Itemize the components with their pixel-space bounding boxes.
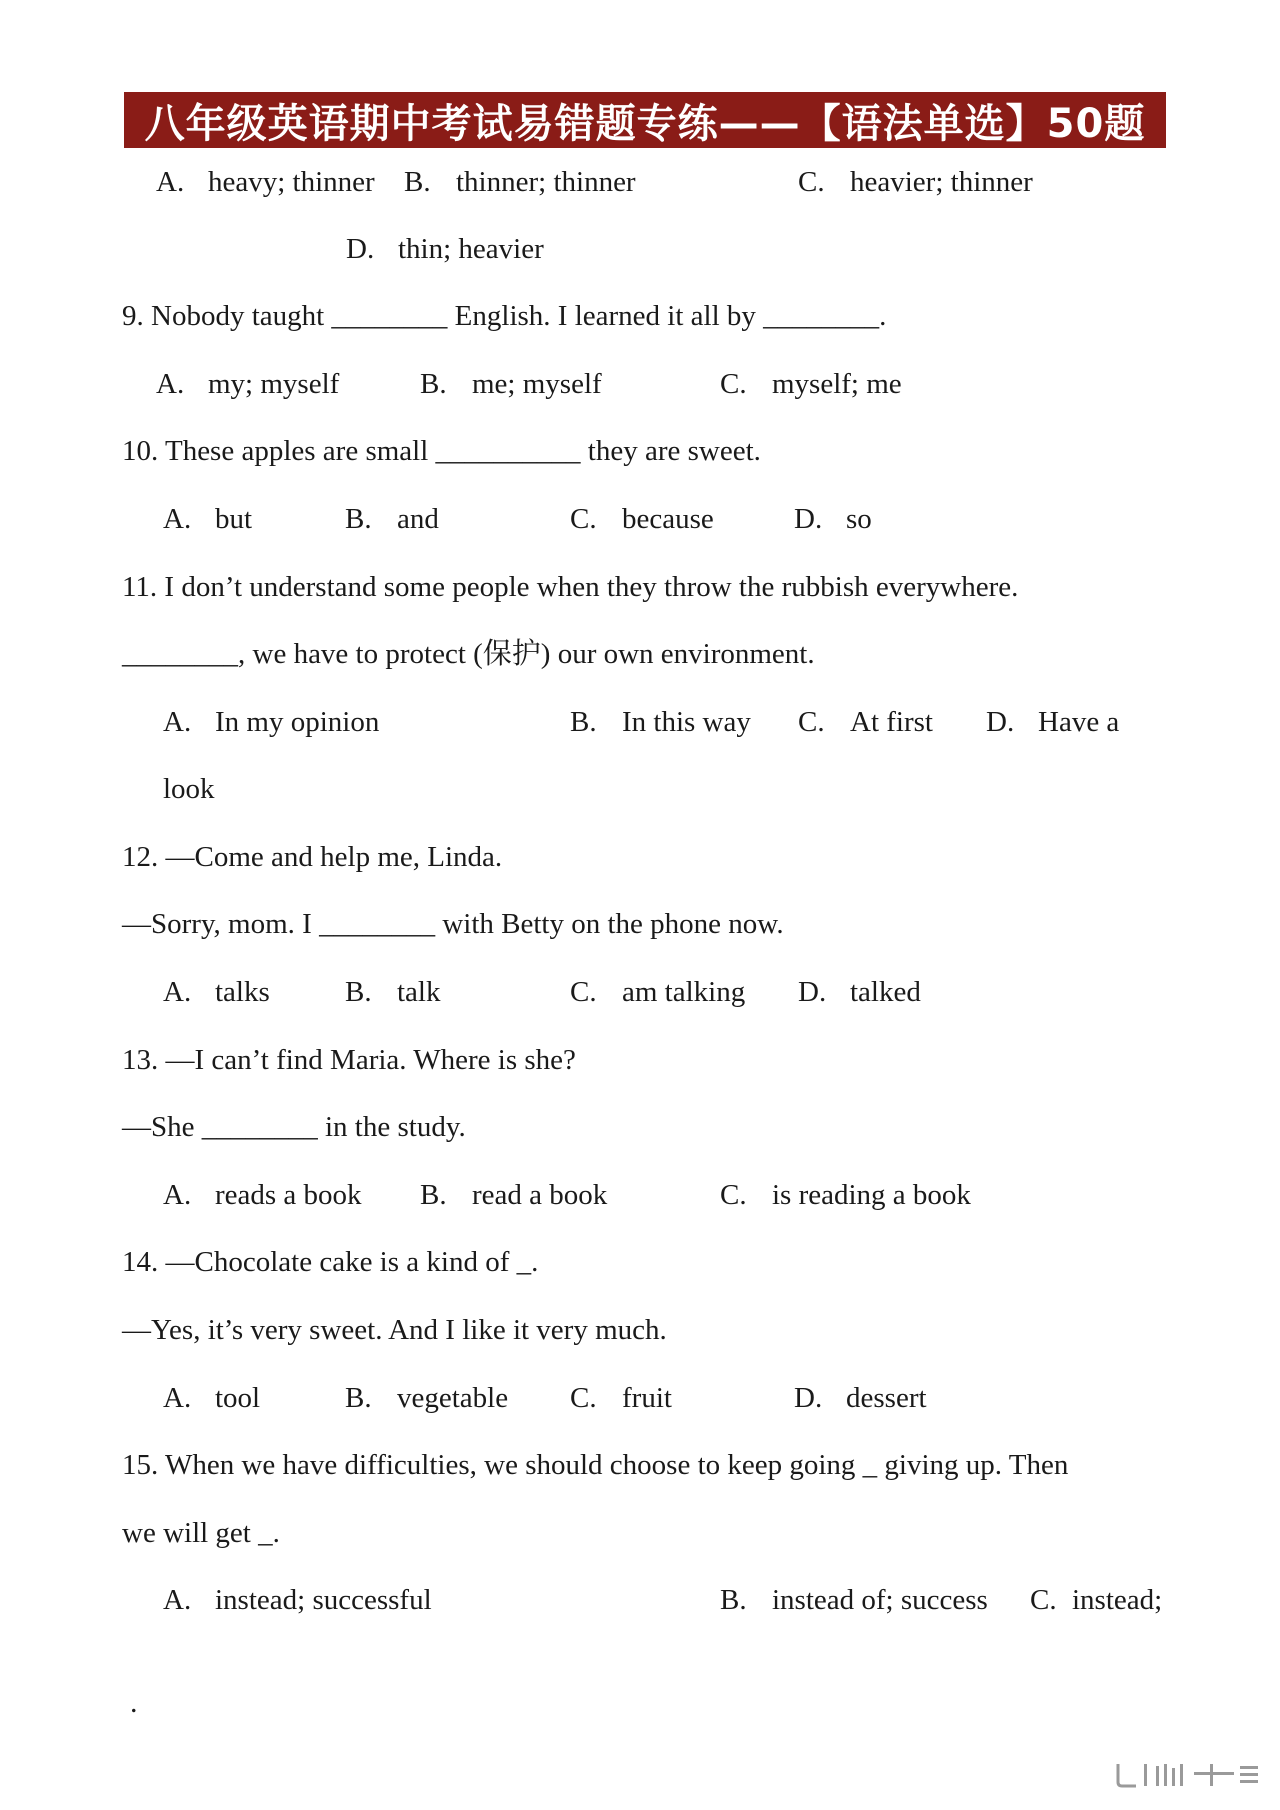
q14-option-a: A. tool — [163, 1382, 261, 1414]
q8-option-c: C. heavier; thinner — [798, 166, 1033, 198]
q9-option-b: B. me; myself — [420, 368, 602, 400]
page-title: 八年级英语期中考试易错题专练——【语法单选】50题 — [124, 92, 1166, 148]
q15-stem-line2: we will get _. — [122, 1517, 280, 1549]
watermark-icon — [1114, 1760, 1264, 1790]
q10-option-c: C. because — [570, 503, 714, 535]
q13-option-a: A. reads a book — [163, 1179, 362, 1211]
q14-option-b: B. vegetable — [345, 1382, 509, 1414]
q13-option-b: B. read a book — [420, 1179, 608, 1211]
q14-option-d: D. dessert — [794, 1382, 927, 1414]
q8-option-a: A. heavy; thinner — [156, 166, 375, 198]
q15-option-b: B. instead of; success — [720, 1584, 988, 1616]
q10-option-d: D. so — [794, 503, 872, 535]
q8-option-b: B. thinner; thinner — [404, 166, 636, 198]
q11-stem-line2: ________, we have to protect (保护) our own environment. — [122, 638, 815, 670]
q11-option-b: B. In this way — [570, 706, 751, 738]
q13-stem-line1: 13. —I can’t find Maria. Where is she? — [122, 1044, 576, 1076]
q9-option-a: A. my; myself — [156, 368, 340, 400]
q12-option-c: C. am talking — [570, 976, 746, 1008]
q11-option-a: A. In my opinion — [163, 706, 380, 738]
q14-option-c: C. fruit — [570, 1382, 672, 1414]
q12-stem-line2: —Sorry, mom. I ________ with Betty on the phone now. — [122, 908, 784, 940]
q13-option-c: C. is reading a book — [720, 1179, 971, 1211]
q10-stem: 10. These apples are small __________ they are sweet. — [122, 435, 761, 467]
q9-stem: 9. Nobody taught ________ English. I learned it all by ________. — [122, 300, 887, 332]
q11-option-d: D. Have a — [986, 706, 1120, 738]
q10-option-b: B. and — [345, 503, 439, 535]
q14-stem-line2: —Yes, it’s very sweet. And I like it very much. — [122, 1314, 667, 1346]
q11-option-d-wrap: look — [163, 773, 215, 805]
q8-option-d: D. thin; heavier — [346, 233, 544, 265]
q12-option-b: B. talk — [345, 976, 441, 1008]
q11-stem-line1: 11. I don’t understand some people when they throw the rubbish everywhere. — [122, 571, 1019, 603]
q14-stem-line1: 14. —Chocolate cake is a kind of _. — [122, 1246, 539, 1278]
q12-option-d: D. talked — [798, 976, 921, 1008]
q12-option-a: A. talks — [163, 976, 270, 1008]
q15-stem-line1: 15. When we have difficulties, we should choose to keep going _ giving up. Then — [122, 1449, 1069, 1481]
q12-stem-line1: 12. —Come and help me, Linda. — [122, 841, 503, 873]
q13-stem-line2: —She ________ in the study. — [122, 1111, 466, 1143]
q15-option-a: A. instead; successful — [163, 1584, 432, 1616]
q10-option-a: A. but — [163, 503, 253, 535]
q15-option-c: C. instead; — [1030, 1584, 1163, 1616]
q9-option-c: C. myself; me — [720, 368, 902, 400]
trailing-mark: . — [130, 1686, 138, 1719]
q11-option-c: C. At first — [798, 706, 933, 738]
